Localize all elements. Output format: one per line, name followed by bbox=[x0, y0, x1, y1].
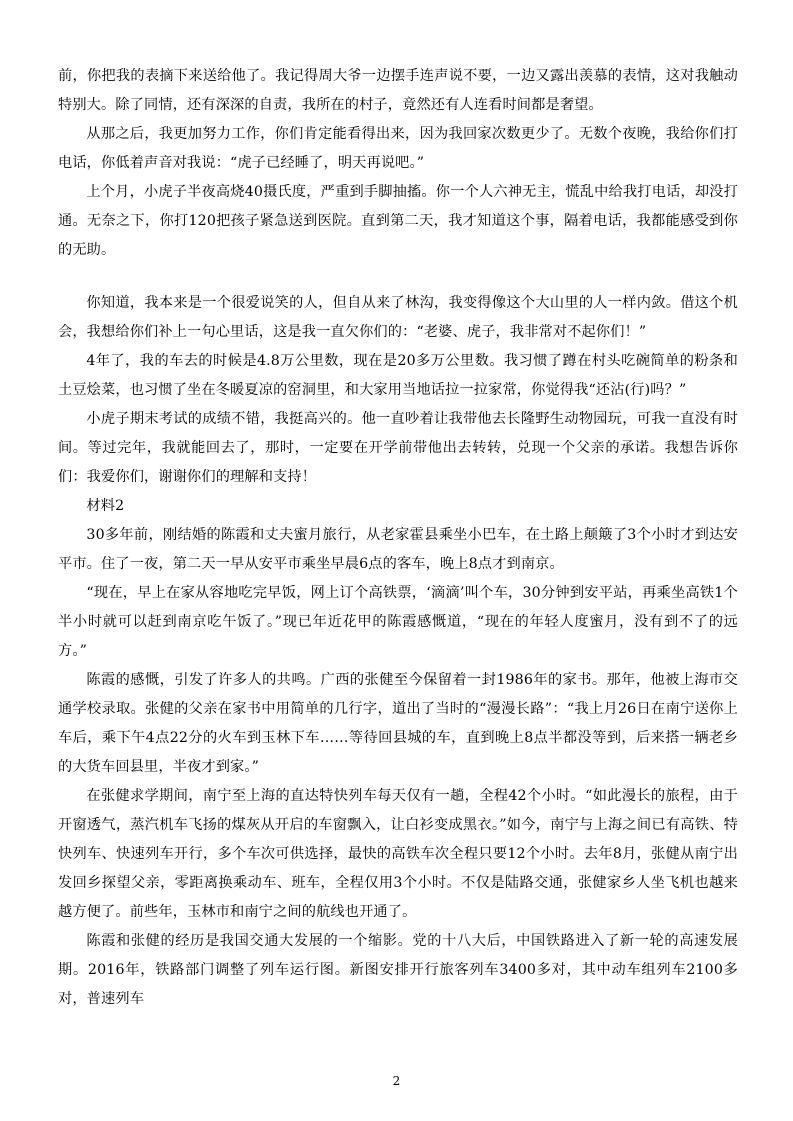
paragraph: 4年了，我的车去的时候是4.8万公里数，现在是20多万公里数。我习惯了蹲在村头吃碗简单的粉条和土豆烩菜，也习惯了坐在冬暖夏凉的窑洞里，和大家用当地话拉一拉家常，你觉得我“还沾(行)吗？” bbox=[58, 353, 738, 398]
paragraph: 上个月，小虎子半夜高烧40摄氏度，严重到手脚抽搐。你一个人六神无主，慌乱中给我打电话，却没打通。无奈之下，你打120把孩子紧急送到医院。直到第二天，我才知道这个事，隔着电话，我都能感受到你的无助。 bbox=[58, 184, 738, 258]
paragraph: 在张健求学期间，南宁至上海的直达特快列车每天仅有一趟，全程42个小时。“如此漫长的旅程，由于开窗透气，蒸汽机车飞扬的煤灰从开启的车窗飘入，让白衫变成黑衣。”如今，南宁与上海之间已有高铁、特快列车、快速列车开行，多个车次可供选择，最快的高铁车次全程只要12个小时。去年8月，张健从南宁出发回乡探望父亲，零距离换乘动车、班车，全程仅用3个小时。不仅是陆路交通，张健家乡人坐飞机也越来越方便了。前些年，玉林市和南宁之间的航线也开通了。 bbox=[58, 788, 738, 920]
paragraph: 小虎子期末考试的成绩不错，我挺高兴的。他一直吵着让我带他去长隆野生动物园玩，可我一直没有时间。等过完年，我就能回去了，那时，一定要在开学前带他出去转转，兑现一个父亲的承诺。我想告诉你们：我爱你们，谢谢你们的理解和支持！ bbox=[58, 411, 738, 485]
document-body bbox=[58, 62, 738, 1014]
section-heading-material-2: 材料2 bbox=[86, 498, 125, 514]
paragraph: 30多年前，刚结婚的陈霞和丈夫蜜月旅行，从老家霍县乘坐小巴车，在土路上颠簸了3个小时才到达安平市。住了一夜，第二天一早从安平市乘坐早晨6点的客车，晚上8点才到南京。 bbox=[58, 527, 738, 572]
paragraph: 从那之后，我更加努力工作，你们肯定能看得出来，因为我回家次数更少了。无数个夜晚，我给你们打电话，你低着声音对我说：“虎子已经睡了，明天再说吧。” bbox=[58, 126, 738, 171]
paragraph: 陈霞和张健的经历是我国交通大发展的一个缩影。党的十八大后，中国铁路进入了新一轮的高速发展期。2016年，铁路部门调整了列车运行图。新图安排开行旅客列车3400多对，其中动车组列车2100多对，普速列车 bbox=[58, 933, 738, 1007]
paragraph: 你知道，我本来是一个很爱说笑的人，但自从来了林沟，我变得像这个大山里的人一样内敛。借这个机会，我想给你们补上一句心里话，这是我一直欠你们的：“老婆、虎子，我非常对不起你们！” bbox=[58, 295, 738, 340]
paragraph: 陈霞的感慨，引发了许多人的共鸣。广西的张健至今保留着一封1986年的家书。那年，他被上海市交通学校录取。张健的父亲在家书中用简单的几行字，道出了当时的“漫漫长路”：“我上月26日在南宁送你上车后，乘下午4点22分的火车到玉林下车……等待回县城的车，直到晚上8点半都没等到，后来搭一辆老乡的大货车回县里，半夜才到家。” bbox=[58, 672, 738, 775]
page-number: 2 bbox=[392, 1074, 401, 1088]
paragraph-continuation: 前，你把我的表摘下来送给他了。我记得周大爷一边摆手连声说不要，一边又露出羡慕的表情，这对我触动特别大。除了同情，还有深深的自责，我所在的村子，竟然还有人连看时间都是奢望。 bbox=[58, 68, 738, 113]
paragraph: “现在，早上在家从容地吃完早饭，网上订个高铁票，‘滴滴’叫个车，30分钟到安平站，再乘坐高铁1个半小时就可以赶到南京吃午饭了。”现已年近花甲的陈霞感慨道，“现在的年轻人度蜜月，没有到不了的远方。” bbox=[58, 585, 738, 659]
